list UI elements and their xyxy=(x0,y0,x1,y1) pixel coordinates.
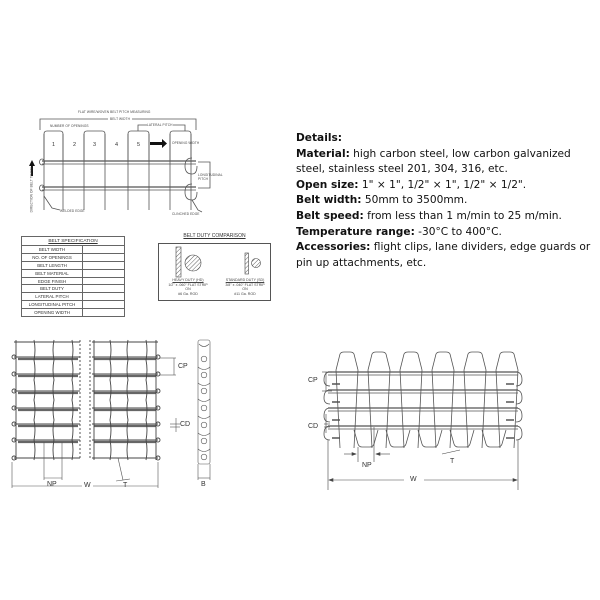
opening-number-1: 1 xyxy=(52,142,56,148)
heavy-duty-caption: HEAVY DUTY (HD) 1/2" x .060" FLAT STRIP ON #6 Ga. ROD xyxy=(168,278,208,296)
table-row: BELT LENGTH xyxy=(22,261,125,269)
table-row: BELT MATERIAL xyxy=(22,269,125,277)
t-label-right: T xyxy=(450,458,455,465)
detail-temperature: Temperature range: -30°C to 400°C. xyxy=(296,225,502,238)
detail-belt-width: Belt width: 50mm to 3500mm. xyxy=(296,194,468,207)
opening-width-label: OPENING WIDTH xyxy=(172,141,200,145)
top-pitch-diagram xyxy=(20,100,223,230)
duty-comparison-title: BELT DUTY COMPARISON xyxy=(183,233,246,239)
duty-comparison-box xyxy=(158,243,271,301)
opening-number-2: 2 xyxy=(73,142,77,148)
belt-specification-table xyxy=(21,236,125,317)
np-label: NP xyxy=(47,481,57,488)
left-belt-drawing xyxy=(0,330,230,500)
welded-edge-label: WELDED EDGE xyxy=(60,209,85,213)
opening-number-3: 3 xyxy=(93,142,97,148)
detail-belt-speed: Belt speed: from less than 1 m/min to 25 m/min. xyxy=(296,209,562,222)
diagram-title: FLAT WIRE/WOVEN BELT PITCH MEASURING xyxy=(78,110,151,114)
np-label-right: NP xyxy=(362,462,372,469)
clinched-edge-label: CLINCHED EDGE xyxy=(172,212,200,216)
details-heading: Details: xyxy=(296,132,342,144)
cd-label: CD xyxy=(180,421,191,428)
number-of-openings-label: NUMBER OF OPENINGS xyxy=(50,124,89,128)
table-row: OPENING WIDTH xyxy=(22,309,125,317)
belt-width-label: BELT WIDTH xyxy=(110,117,131,121)
standard-duty-caption: STANDARD DUTY (SD) 3/8" x .040" FLAT STRIP ON #11 Ga. ROD xyxy=(225,278,265,296)
table-row: EDGE FINISH xyxy=(22,277,125,285)
details-panel xyxy=(296,131,596,271)
belt-isometric-view xyxy=(300,330,540,500)
direction-label: DIRECTION OF BELT TRAVEL xyxy=(29,165,34,213)
opening-number-5: 5 xyxy=(137,142,141,148)
detail-open-size: Open size: 1" × 1", 1/2" × 1", 1/2" × 1/2". xyxy=(296,178,527,191)
belt-front-view xyxy=(0,330,230,500)
detail-material: Material: high carbon steel, low carbon galvanized steel, stainless steel 201, 304, 316, etc. xyxy=(296,147,571,176)
b-label: B xyxy=(201,481,206,488)
spec-table-title: BELT SPECIFICATION xyxy=(22,237,125,246)
table-row: BELT DUTY xyxy=(22,285,125,293)
cd-label-right: CD xyxy=(308,423,319,430)
table-row: BELT WIDTH xyxy=(22,246,125,254)
cp-label: CP xyxy=(178,363,188,370)
table-row: LONGITUDINAL PITCH xyxy=(22,301,125,309)
longitudinal-pitch-label: LONGITUDINAL PITCH xyxy=(198,173,223,181)
w-label: W xyxy=(84,482,91,489)
detail-accessories: Accessories: flight clips, lane dividers, edge guards or pin up attachments, etc. xyxy=(296,241,591,269)
table-row: NO. OF OPENINGS xyxy=(22,253,125,261)
cp-label-right: CP xyxy=(308,377,318,384)
w-label-right: W xyxy=(410,476,417,483)
t-label: T xyxy=(123,482,128,489)
right-belt-drawing xyxy=(300,330,540,500)
table-row: LATERAL PITCH xyxy=(22,293,125,301)
lateral-pitch-label: LATERAL PITCH xyxy=(147,123,173,127)
opening-number-4: 4 xyxy=(115,142,119,148)
